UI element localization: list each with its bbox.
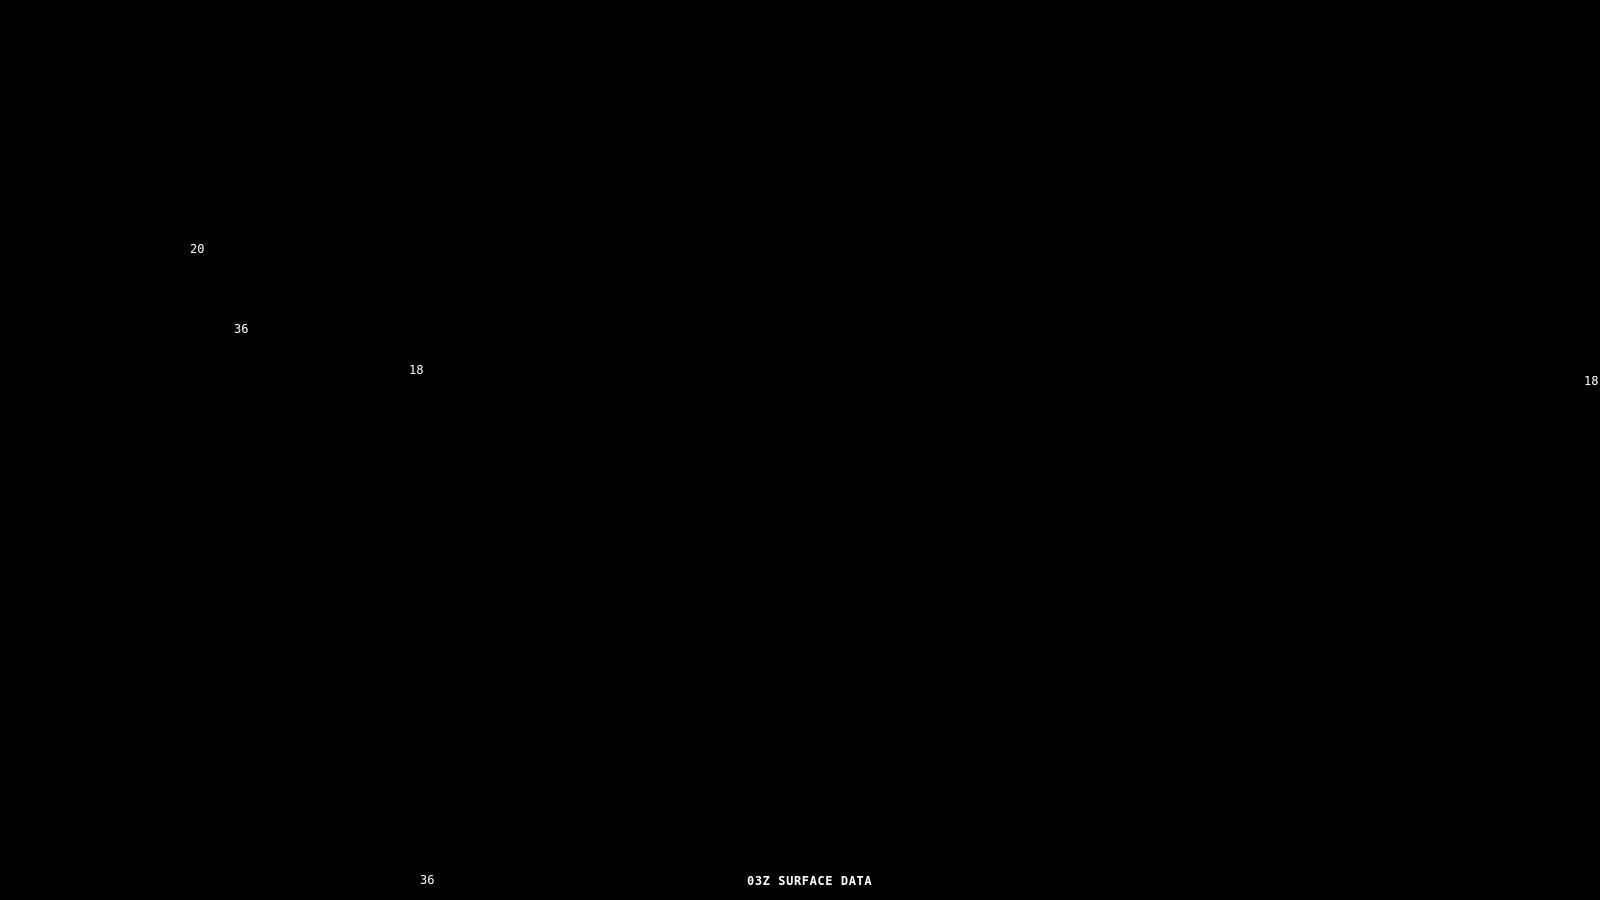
contour-label: 18 bbox=[409, 363, 424, 377]
contour-label: 20 bbox=[190, 242, 205, 256]
map-title: 03Z SURFACE DATA bbox=[747, 874, 873, 888]
contour-label: 36 bbox=[420, 873, 435, 887]
contour-label: 18 bbox=[1584, 374, 1599, 388]
contour-label: 36 bbox=[234, 322, 249, 336]
